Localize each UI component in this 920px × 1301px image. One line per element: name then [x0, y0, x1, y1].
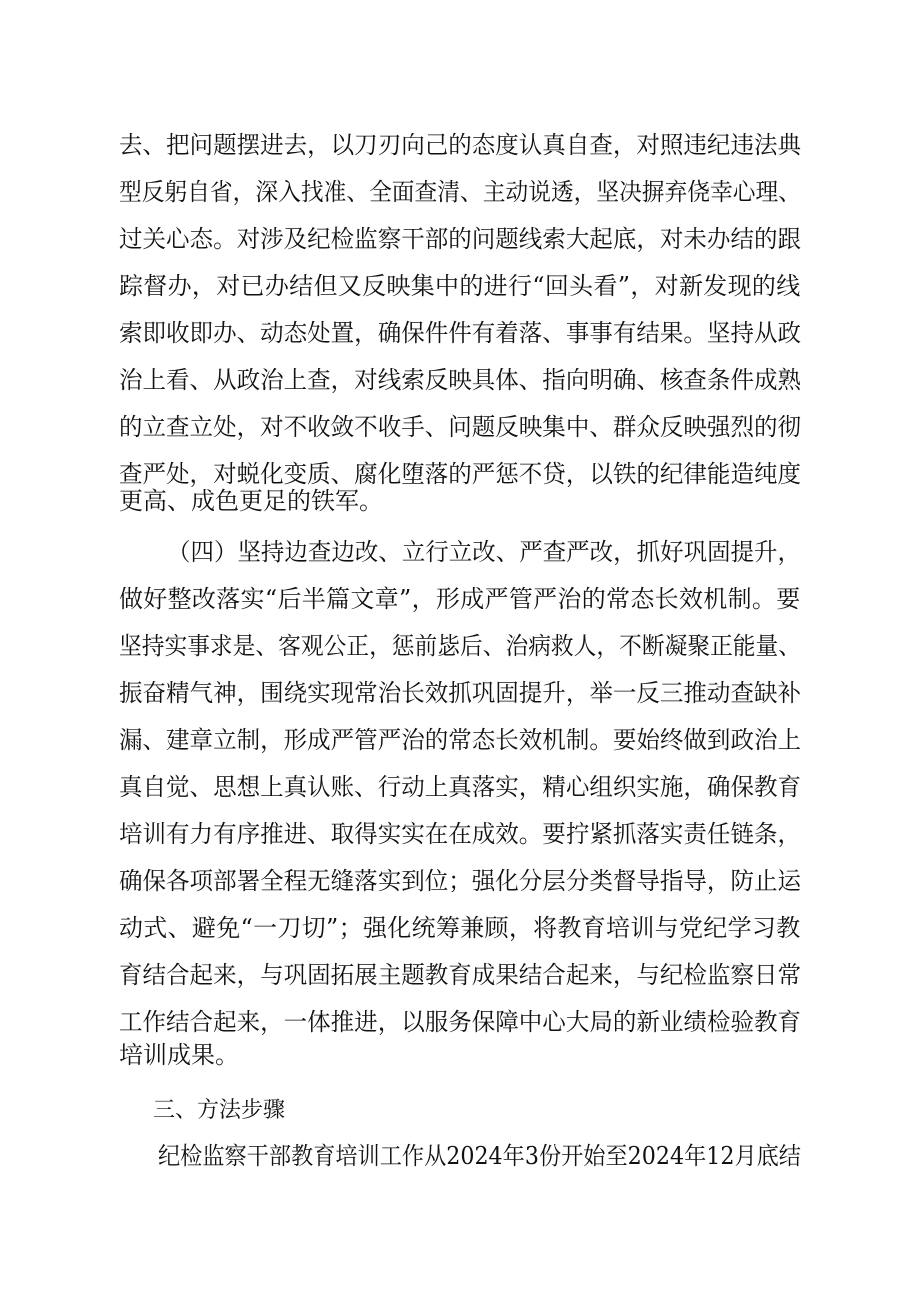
- paragraph-1-line-2: 型反躬自省，深入找准、全面查清、主动说透，坚决摒弃侥幸心理、: [119, 178, 801, 206]
- paragraph-2-line-1: （四）坚持边查边改、立行立改、严查严改，抓好巩固提升，: [167, 538, 801, 566]
- paragraph-2-line-5: 漏、建章立制，形成严管严治的常态长效机制。要始终做到政治上: [119, 726, 801, 754]
- paragraph-2-line-3: 坚持实事求是、客观公正，惩前毖后、治病救人，不断凝聚正能量、: [119, 632, 801, 660]
- paragraph-1-line-9: 更高、成色更足的铁军。: [119, 487, 383, 515]
- paragraph-1-line-5: 索即收即办、动态处置，确保件件有着落、事事有结果。坚持从政: [119, 319, 801, 347]
- paragraph-1-line-4: 踪督办，对已办结但又反映集中的进行“回头看”，对新发现的线: [119, 272, 801, 300]
- paragraph-1-line-6: 治上看、从政治上查，对线索反映具体、指向明确、核查条件成熟: [119, 366, 801, 394]
- paragraph-2-line-7: 培训有力有序推进、取得实实在在成效。要拧紧抓落实责任链条，: [119, 820, 801, 848]
- paragraph-2-line-12: 培训成果。: [119, 1041, 239, 1069]
- paragraph-2-line-6: 真自觉、思想上真认账、行动上真落实，精心组织实施，确保教育: [119, 773, 801, 801]
- paragraph-3-line-1: 纪检监察干部教育培训工作从2024年3份开始至2024年12月底结: [158, 1142, 801, 1170]
- paragraph-2-line-4: 振奋精气神，围绕实现常治长效抓巩固提升，举一反三推动查缺补: [119, 679, 801, 707]
- paragraph-2-line-2: 做好整改落实“后半篇文章”，形成严管严治的常态长效机制。要: [119, 585, 801, 613]
- paragraph-1-line-8: 查严处，对蜕化变质、腐化堕落的严惩不贷，以铁的纪律能造纯度: [119, 460, 801, 488]
- paragraph-2-line-11: 工作结合起来，一体推进，以服务保障中心大局的新业绩检验教育: [119, 1008, 801, 1036]
- section-heading: 三、方法步骤: [153, 1098, 286, 1123]
- paragraph-1-line-7: 的立查立处，对不收敛不收手、问题反映集中、群众反映强烈的彻: [119, 413, 801, 441]
- paragraph-1-line-1: 去、把问题摆进去，以刀刃向己的态度认真自查，对照违纪违法典: [119, 131, 801, 159]
- paragraph-1-line-3: 过关心态。对涉及纪检监察干部的问题线索大起底，对未办结的跟: [119, 225, 801, 253]
- paragraph-2-line-9: 动式、避免“一刀切”；强化统筹兼顾，将教育培训与党纪学习教: [119, 914, 801, 942]
- paragraph-2-line-8: 确保各项部署全程无缝落实到位；强化分层分类督导指导，防止运: [119, 867, 801, 895]
- paragraph-2-line-10: 育结合起来，与巩固拓展主题教育成果结合起来，与纪检监察日常: [119, 961, 801, 989]
